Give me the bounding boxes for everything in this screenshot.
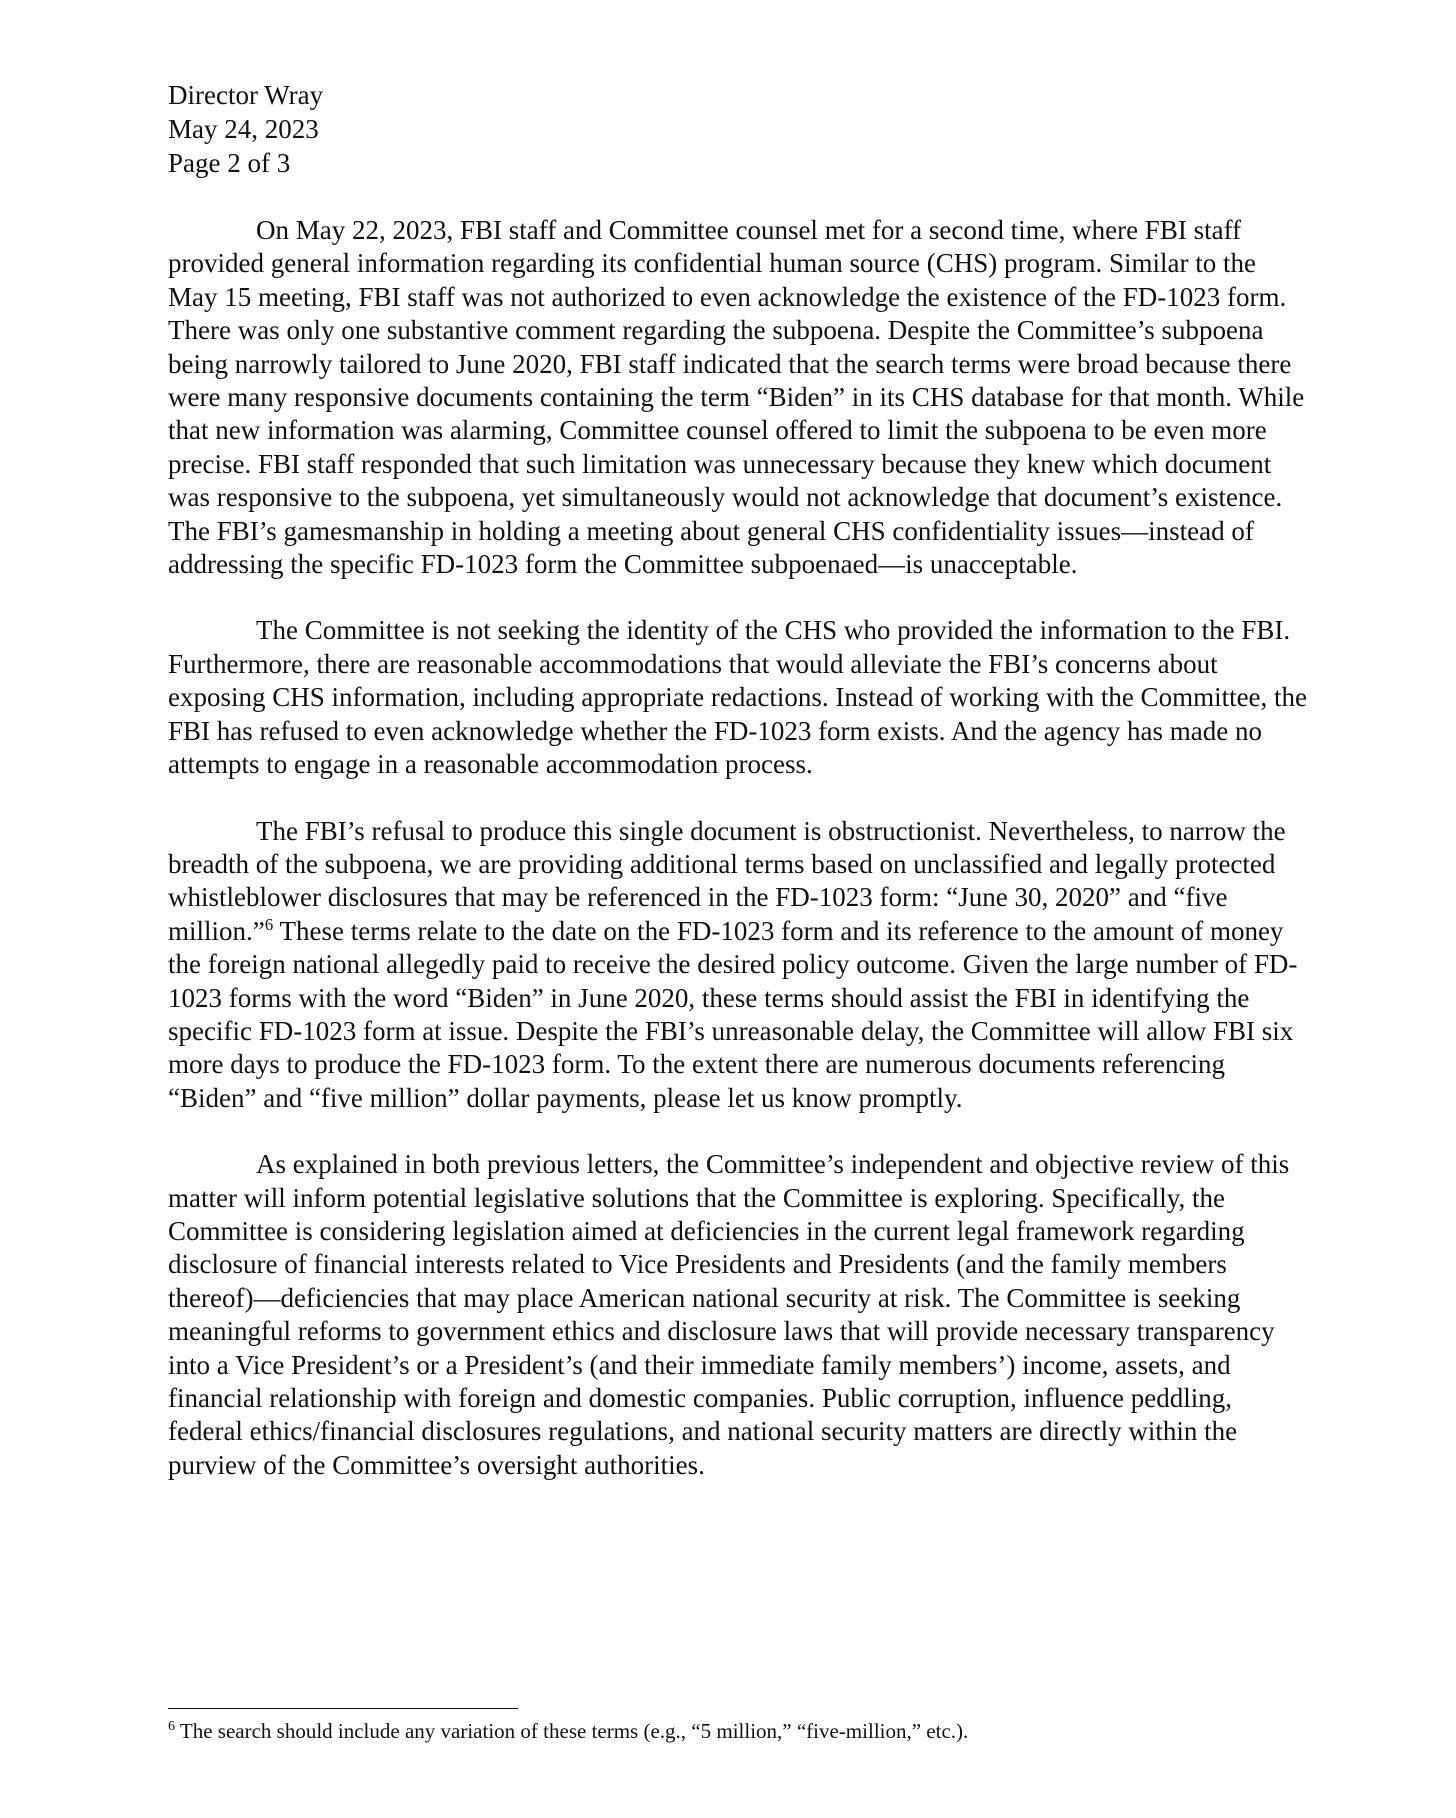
letter-body — [168, 214, 1310, 1515]
page-number-line: Page 2 of 3 — [168, 148, 291, 178]
recipient-line: Director Wray — [168, 80, 324, 110]
footnote-divider — [168, 1708, 518, 1709]
paragraph-legislative-purpose: As explained in both previous letters, the Committee’s independent and objective review of this matter will inform potential legislative solutions that the Committee is exploring. Specifically, the Committee is considering legislation aimed at deficiencies in the current legal framework regarding disclosure of financial interests related to Vice Presidents and Presidents (and the family members thereof)—deficiencies that may place American national security at risk. The Committee is seeking meaningful reforms to government ethics and disclosure laws that will provide necessary transparency into a Vice President’s or a President’s (and their immediate family members’) income, assets, and financial relationship with foreign and domestic companies. Public corruption, influence peddling, federal ethics/financial disclosures regulations, and national security matters are directly within the purview of the Committee’s oversight authorities. — [168, 1149, 1290, 1480]
footnote — [168, 1718, 1310, 1744]
footnote-number: 6 — [168, 1719, 175, 1734]
footnote-text: The search should include any variation of these terms (e.g., “5 million,” “five-million,” etc.). — [175, 1719, 969, 1743]
paragraph-search-terms-part-2: These terms relate to the date on the FD-1023 form and its reference to the amount of money the foreign national allegedly paid to receive the desired policy outcome. Given the large number of FD-1023 forms with the word “Biden” in June 2020, these terms should assist the FBI in identifying the specific FD-1023 form at issue. Despite the FBI’s unreasonable delay, the Committee will allow FBI six more days to produce the FD-1023 form. To the extent there are numerous documents referencing “Biden” and “five million” dollar payments, please let us know promptly. — [168, 915, 1298, 1113]
paragraph-search-terms-part-1: The FBI’s refusal to produce this single document is obstructionist. Nevertheless, to narrow the breadth of the subpoena, we are providing additional terms based on unclassified and legally protected whistleblower disclosures that may be referenced in the FD-1023 form: “June 30, 2020” and “five million.” — [168, 815, 1286, 946]
paragraph-search-terms — [168, 815, 1310, 1116]
letter-header — [168, 78, 323, 180]
paragraph-meeting-summary: On May 22, 2023, FBI staff and Committee counsel met for a second time, where FBI staff provided general information regarding its confidential human source (CHS) program. Similar to the May 15 meeting, FBI staff was not authorized to even acknowledge the existence of the FD-1023 form. There was only one substantive comment regarding the subpoena. Despite the Committee’s subpoena being narrowly tailored to June 2020, FBI staff indicated that the search terms were broad because there were many responsive documents containing the term “Biden” in its CHS database for that month. While that new information was alarming, Committee counsel offered to limit the subpoena to be even more precise. FBI staff responded that such limitation was unnecessary because they knew which document was responsive to the subpoena, yet simultaneously would not acknowledge that document’s existence. The FBI’s gamesmanship in holding a meeting about general CHS confidentiality issues—instead of addressing the specific FD-1023 form the Committee subpoenaed—is unacceptable. — [168, 215, 1305, 580]
date-line: May 24, 2023 — [168, 114, 319, 144]
footnote-reference[interactable]: 6 — [264, 914, 274, 934]
paragraph-accommodations: The Committee is not seeking the identity of the CHS who provided the information to the FBI. Furthermore, there are reasonable accommodations that would alleviate the FBI’s concerns about exposing CHS information, including appropriate redactions. Instead of working with the Committee, the FBI has refused to even acknowledge whether the FD-1023 form exists. And the agency has made no attempts to engage in a reasonable accommodation process. — [168, 615, 1308, 780]
